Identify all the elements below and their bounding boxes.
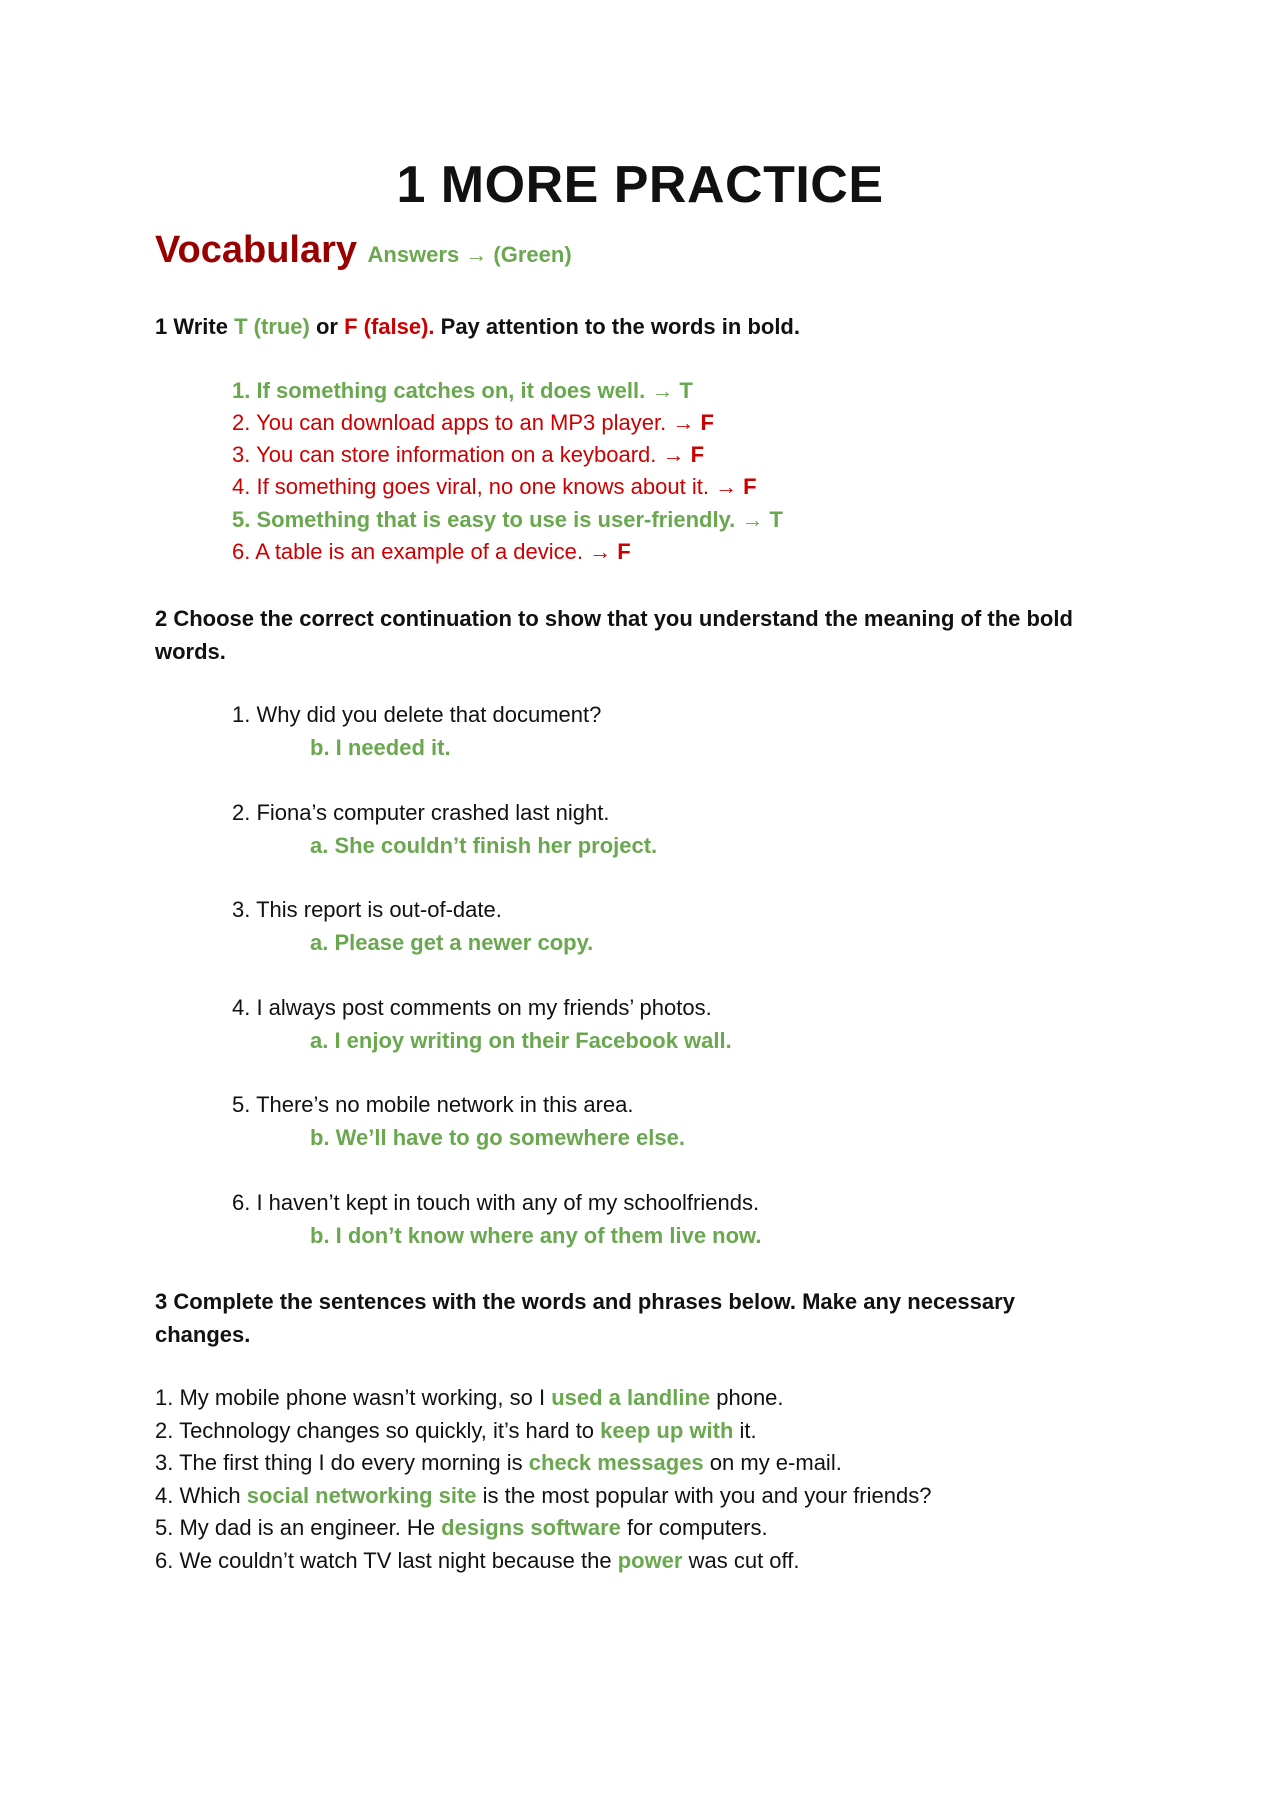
ex2-question: 3. This report is out-of-date.	[232, 897, 502, 922]
vocabulary-label: Vocabulary	[155, 229, 358, 271]
false-label: F (false).	[344, 314, 435, 339]
true-label: T (true)	[234, 314, 310, 339]
ex3-answer: power	[617, 1548, 683, 1573]
ex3-answer: social networking site	[246, 1483, 477, 1508]
ex2-answer: a. Please get a newer copy.	[310, 930, 594, 955]
exercise-1-heading: 1 Write T (true) or F (false). Pay attention to the words in bold.	[155, 314, 800, 339]
ex2-answer: b. I needed it.	[310, 735, 451, 760]
page-title: 1 MORE PRACTICE	[396, 156, 884, 214]
exercise-3-heading: 3 Complete the sentences with the words and phrases below. Make any necessary changes.	[155, 1289, 1015, 1347]
ex2-answer: b. We’ll have to go somewhere else.	[310, 1125, 685, 1150]
ex3-sentence: 5. My dad is an engineer. He designs software for computers.	[155, 1515, 768, 1540]
ex1-item: 6. A table is an example of a device. → F	[232, 539, 631, 564]
ex2-question: 5. There’s no mobile network in this area.	[232, 1092, 634, 1117]
ex2-question: 6. I haven’t kept in touch with any of my schoolfriends.	[232, 1190, 760, 1215]
ex3-answer: check messages	[528, 1450, 704, 1475]
answers-note: Answers → (Green)	[367, 242, 572, 267]
ex3-answer: used a landline	[551, 1385, 711, 1410]
ex3-sentence: 4. Which social networking site is the most popular with you and your friends?	[155, 1483, 932, 1508]
ex3-sentence: 6. We couldn’t watch TV last night because the power was cut off.	[155, 1548, 800, 1573]
ex1-item: 2. You can download apps to an MP3 player. → F	[232, 410, 714, 435]
exercise-2-heading: 2 Choose the correct continuation to show that you understand the meaning of the bold words.	[155, 606, 1073, 664]
ex1-item: 3. You can store information on a keyboard. → F	[232, 442, 705, 467]
ex3-sentence: 1. My mobile phone wasn’t working, so I used a landline phone.	[155, 1385, 784, 1410]
ex2-answer: a. She couldn’t finish her project.	[310, 833, 658, 858]
ex3-answer: keep up with	[600, 1418, 734, 1443]
ex2-question: 4. I always post comments on my friends’ photos.	[232, 995, 712, 1020]
section-header	[155, 225, 572, 283]
ex2-answer: a. I enjoy writing on their Facebook wall.	[310, 1028, 732, 1053]
ex2-question: 2. Fiona’s computer crashed last night.	[232, 800, 610, 825]
ex3-sentence: 3. The first thing I do every morning is check messages on my e-mail.	[155, 1450, 842, 1475]
ex1-item: 1. If something catches on, it does well. → T	[232, 378, 693, 403]
ex3-sentence: 2. Technology changes so quickly, it’s hard to keep up with it.	[155, 1418, 757, 1443]
ex1-item: 5. Something that is easy to use is user-friendly. → T	[232, 507, 783, 532]
ex2-answer: b. I don’t know where any of them live now.	[310, 1223, 762, 1248]
ex2-question: 1. Why did you delete that document?	[232, 702, 602, 727]
ex3-answer: designs software	[441, 1515, 621, 1540]
ex1-item: 4. If something goes viral, no one knows about it. → F	[232, 474, 757, 499]
